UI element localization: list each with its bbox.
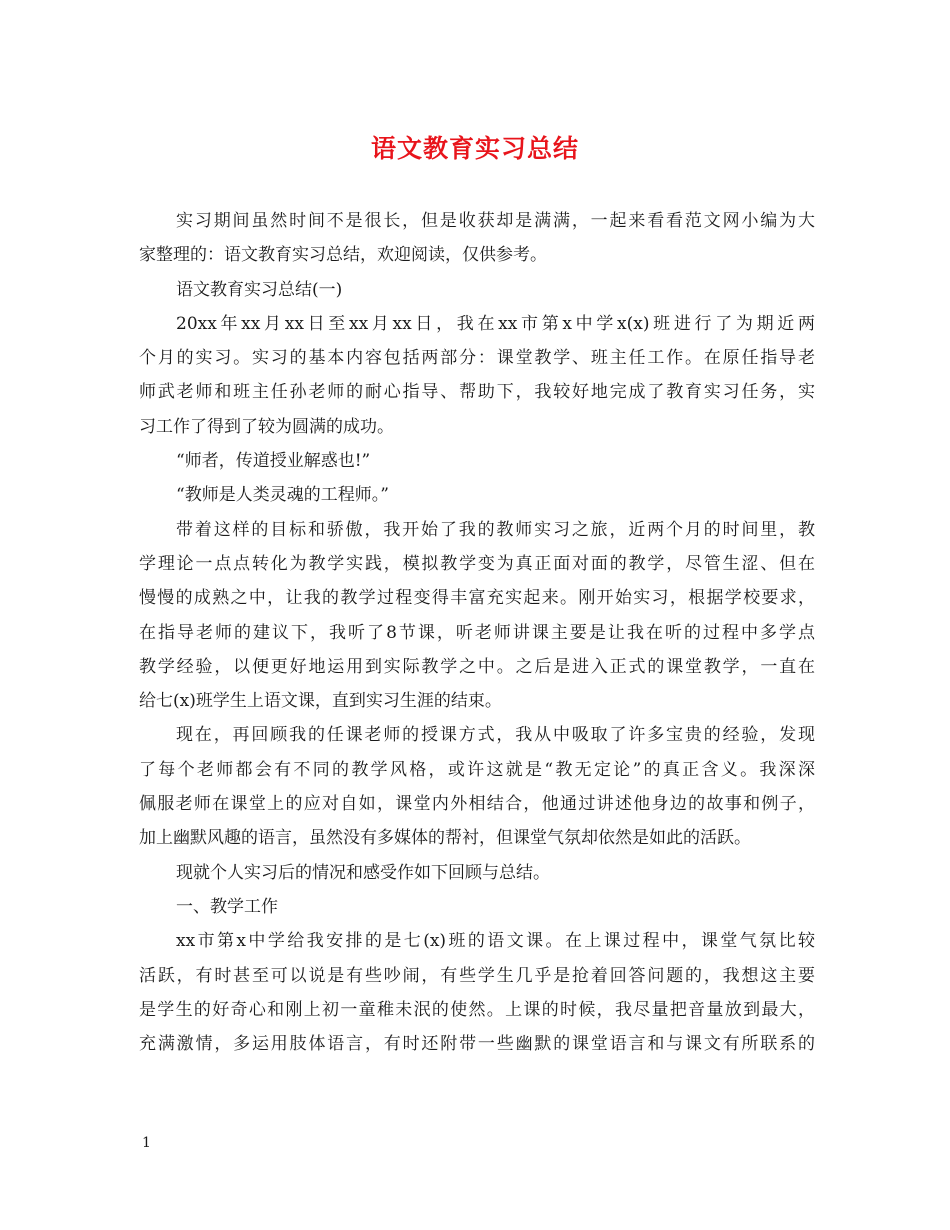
- text-line: 在指导老师的建议下，我听了8节课，听老师讲课主要是让我在听的过程中多学点: [139, 622, 815, 643]
- text-line: 给七(x)班学生上语文课，直到实习生涯的结束。: [139, 691, 502, 712]
- text-line: 是学生的好奇心和刚上初一童稚未泯的使然。上课的时候，我尽量把音量放到最大，: [139, 999, 815, 1020]
- text-line: 充满激情，多运用肢体语言，有时还附带一些幽默的课堂语言和与课文有所联系的: [139, 1034, 815, 1055]
- text-line: 个月的实习。实习的基本内容包括两部分：课堂教学、班主任工作。在原任指导老: [139, 348, 815, 369]
- document-title: 语文教育实习总结: [370, 134, 579, 163]
- quote-line: “师者，传道授业解惑也!”: [176, 451, 371, 472]
- text-line: 现就个人实习后的情况和感受作如下回顾与总结。: [176, 862, 550, 883]
- page-number: 1: [142, 1135, 151, 1151]
- section-heading: 语文教育实习总结(一): [176, 279, 343, 300]
- text-line: 师武老师和班主任孙老师的耐心指导、帮助下，我较好地完成了教育实习任务，实: [139, 382, 815, 403]
- text-line: 家整理的：语文教育实习总结，欢迎阅读，仅供参考。: [139, 245, 547, 266]
- text-line: 佩服老师在课堂上的应对自如，课堂内外相结合，他通过讲述他身边的故事和例子，: [139, 794, 815, 815]
- text-line: 活跃，有时甚至可以说是有些吵闹，有些学生几乎是抢着回答问题的，我想这主要: [139, 965, 815, 986]
- text-line: 教学经验，以便更好地运用到实际教学之中。之后是进入正式的课堂教学，一直在: [139, 656, 815, 677]
- text-line: 实习期间虽然时间不是很长，但是收获却是满满，一起来看看范文网小编为大: [176, 211, 815, 231]
- text-line: 现在，再回顾我的任课老师的授课方式，我从中吸取了许多宝贵的经验，发现: [176, 725, 815, 746]
- section-heading: 一、教学工作: [176, 896, 278, 917]
- quote-line: “教师是人类灵魂的工程师。”: [176, 485, 389, 506]
- text-line: 慢慢的成熟之中，让我的教学过程变得丰富充实起来。刚开始实习，根据学校要求，: [139, 588, 815, 609]
- text-line: 了每个老师都会有不同的教学风格，或许这就是“教无定论”的真正含义。我深深: [139, 759, 815, 780]
- text-line: 习工作了得到了较为圆满的成功。: [139, 416, 394, 437]
- document-body: [139, 204, 815, 1061]
- text-line: xx市第x中学给我安排的是七(x)班的语文课。在上课过程中，课堂气氛比较: [176, 931, 815, 952]
- text-line: 20xx年xx月xx日至xx月xx日，我在xx市第x中学x(x)班进行了为期近两: [176, 313, 815, 334]
- text-line: 带着这样的目标和骄傲，我开始了我的教师实习之旅，近两个月的时间里，教: [176, 519, 815, 540]
- text-line: 学理论一点点转化为教学实践，模拟教学变为真正面对面的教学，尽管生涩、但在: [139, 553, 815, 574]
- text-line: 加上幽默风趣的语言，虽然没有多媒体的帮衬，但课堂气氛却依然是如此的活跃。: [139, 828, 751, 849]
